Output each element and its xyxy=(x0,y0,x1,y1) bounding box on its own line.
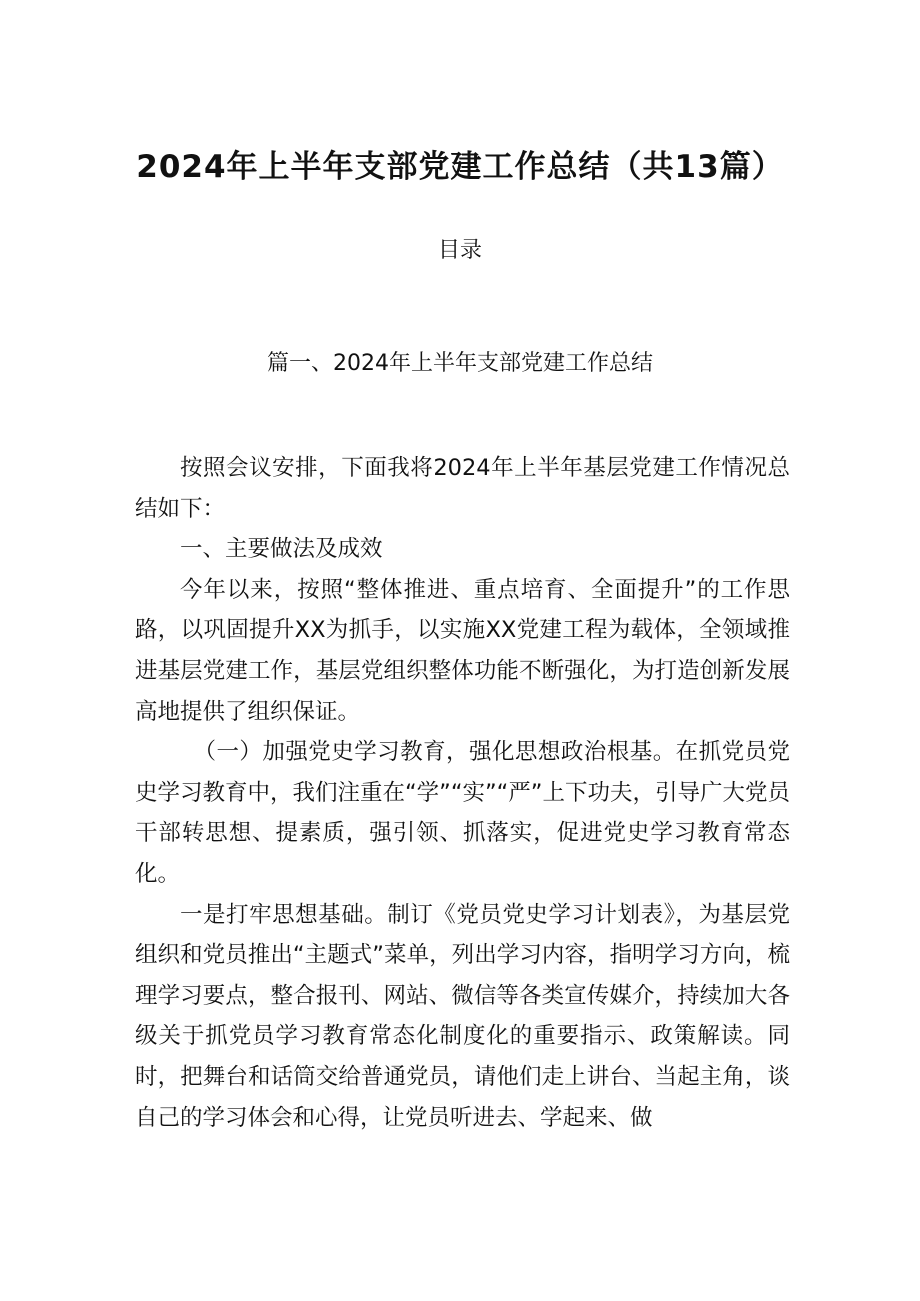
paragraph-foundation: 一是打牢思想基础。制订《党员党史学习计划表》，为基层党组织和党员推出“主题式”菜单，列出学习内容，指明学习方向，梳理学习要点，整合报刊、网站、微信等各类宣传媒介，持续加大各级关于抓党员学习教育常态化制度化的重要指示、政策解读。同时，把舞台和话筒交给普通党员，请他们走上讲台、当起主角，谈自己的学习体会和心得，让党员听进去、学起来、做 xyxy=(135,901,790,1131)
paragraph-point-one: （一）加强党史学习教育，强化思想政治根基。在抓党员党史学习教育中，我们注重在“学”“实”“严”上下功夫，引导广大党员干部转思想、提素质，强引领、抓落实，促进党史学习教育常态化。 xyxy=(135,739,790,887)
paragraph-subheading: 一、主要做法及成效 xyxy=(180,536,383,563)
document-title: 2024年上半年支部党建工作总结（共13篇） xyxy=(136,149,784,185)
paragraph-intro: 按照会议安排，下面我将2024年上半年基层党建工作情况总结如下： xyxy=(135,455,790,522)
paragraph-overview: 今年以来，按照“整体推进、重点培育、全面提升”的工作思路，以巩固提升XX为抓手，以实施XX党建工程为载体，全领域推进基层党建工作，基层党组织整体功能不断强化，为打造创新发展高地提供了组织保证。 xyxy=(135,576,790,725)
body-text xyxy=(135,448,790,1138)
section-heading: 篇一、2024年上半年支部党建工作总结 xyxy=(267,351,653,376)
toc-heading: 目录 xyxy=(437,238,482,263)
